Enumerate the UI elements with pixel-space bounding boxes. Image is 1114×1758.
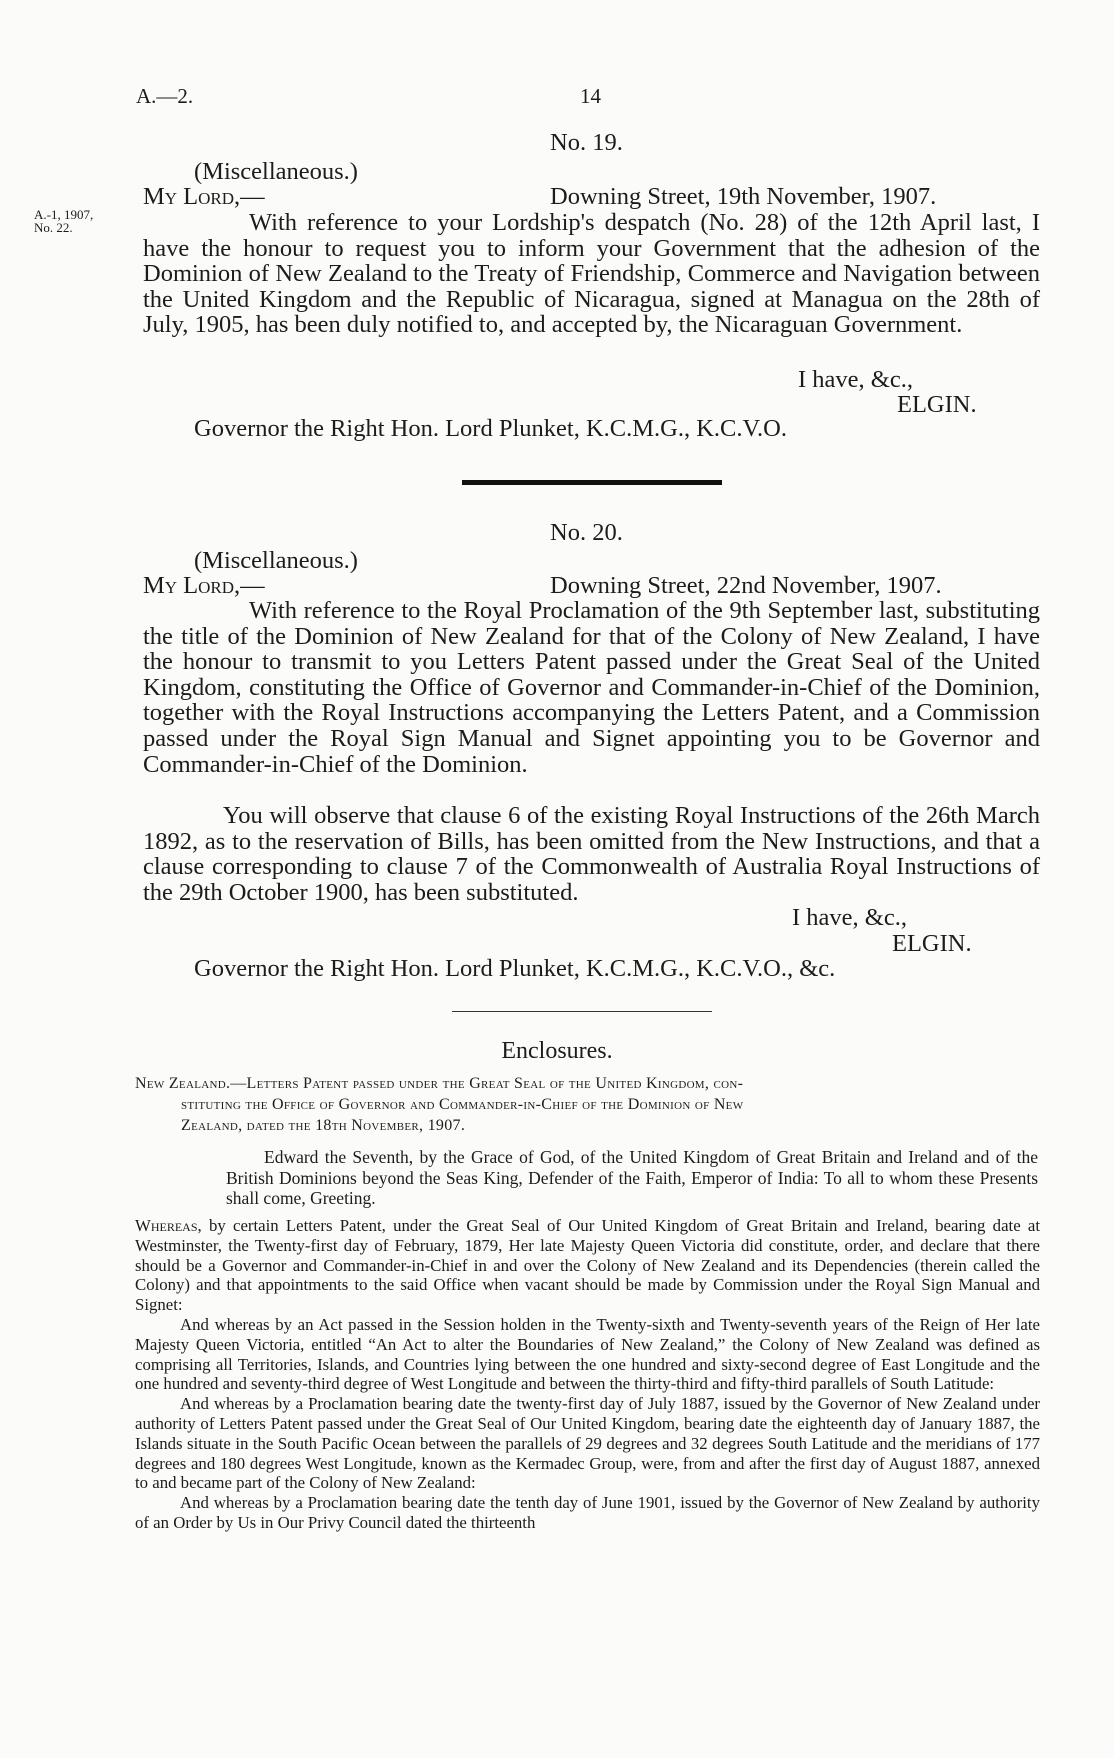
despatch-19-closing: I have, &c.,	[798, 366, 913, 393]
page-number: 14	[580, 84, 601, 108]
letters-patent-body	[135, 1216, 1040, 1533]
despatch-20-place-date: Downing Street, 22nd November, 1907.	[550, 572, 942, 599]
enclosures-title: Enclosures.	[501, 1038, 613, 1064]
despatch-20-paragraph-2: You will observe that clause 6 of the existing Royal Instructions of the 26th March 1892, as to the reservation of Bills, has been omitted from the New Instructions, and that a clause corresponding to clause 7 of the Commonwealth of Australia Royal Instructions of the 29th October 1900, has been substituted.	[143, 802, 1040, 906]
despatch-20-paragraph-1: With reference to the Royal Proclamation of the 9th September last, substituting the title of the Dominion of New Zealand for that of the Colony of New Zealand, I have the honour to transmit to you Letters Patent passed under the Great Seal of the United Kingdom, constituting the Office of Governor and Commander-in-Chief of the Dominion, together with the Royal Instructions accompanying the Letters Patent, and a Commission passed under the Royal Sign Manual and Signet appointing you to be Governor and Commander-in-Chief of the Dominion.	[143, 597, 1040, 778]
despatch-19-place-date: Downing Street, 19th November, 1907.	[550, 183, 937, 210]
despatch-19-margin-note: A.-1, 1907, No. 22.	[34, 207, 94, 235]
letters-patent-greeting: Edward the Seventh, by the Grace of God, of the United Kingdom of Great Britain and Ireland and of the British Dominions beyond the Seas King, Defender of the Faith, Emperor of India: To all to whom these Presents shall come, Greeting.	[226, 1147, 1038, 1208]
page-reference: A.—2.	[136, 84, 194, 108]
enclosure-heading: New Zealand.—Letters Patent passed under the Great Seal of the United Kingdom, con- stituting the Office of Governor and Commander-in-Chief of the Dominion of New Zealand, dated the 18th November, 1907.	[135, 1075, 744, 1134]
whereas-paragraph-3: And whereas by a Proclamation bearing date the twenty-first day of July 1887, issued by the Governor of New Zealand under authority of Letters Patent passed under the Great Seal of Our United Kingdom, bearing date the eighteenth day of January 1887, the Islands situate in the South Pacific Ocean between the parallels of 29 degrees and 32 degrees South Latitude and the meridians of 177 degrees and 180 degrees West Longitude, known as the Kermadec Group, were, from and after the first day of August 1887, annexed to and became part of the Colony of New Zealand:	[135, 1394, 1040, 1493]
despatch-19-category: (Miscellaneous.)	[194, 158, 358, 185]
whereas-paragraph-2: And whereas by an Act passed in the Session holden in the Twenty-sixth and Twenty-seventh years of the Reign of Her late Majesty Queen Victoria, entitled “An Act to alter the Boundaries of New Zealand,” the Colony of New Zealand was defined as comprising all Territories, Islands, and Countries lying between the one hundred and sixty-second degree of East Longitude and the one hundred and seventy-third degree of West Longitude and between the thirty-third and fifty-third parallels of South Latitude:	[135, 1314, 1040, 1394]
despatch-20-category: (Miscellaneous.)	[194, 547, 358, 574]
despatch-19-signature: ELGIN.	[897, 391, 977, 418]
despatch-20-signature: ELGIN.	[892, 930, 972, 957]
section-divider-thin	[452, 1011, 712, 1012]
despatch-19-number: No. 19.	[550, 129, 623, 156]
despatch-20-salutation: My Lord,—	[143, 572, 265, 599]
despatch-19-salutation: My Lord,—	[143, 183, 265, 210]
whereas-paragraph-1: Whereas, by certain Letters Patent, under the Great Seal of Our United Kingdom of Great Britain and Ireland, bearing date at Westminster, the Twenty-first day of February, 1879, Her late Majesty Queen Victoria did constitute, order, and declare that there should be a Governor and Commander-in-Chief in and over the Colony of New Zealand and its Dependencies (therein called the Colony) and that appointments to the said Office when vacant should be made by Commission under the Royal Sign Manual and Signet:	[135, 1216, 1040, 1315]
despatch-19-addressee: Governor the Right Hon. Lord Plunket, K.C.M.G., K.C.V.O.	[194, 415, 787, 442]
despatch-20-number: No. 20.	[550, 519, 623, 546]
section-divider-heavy	[462, 480, 722, 485]
despatch-20-closing: I have, &c.,	[792, 904, 907, 931]
despatch-19-body: With reference to your Lordship's despatch (No. 28) of the 12th April last, I have the honour to request you to inform your Government that the adhesion of the Dominion of New Zealand to the Treaty of Friendship, Commerce and Navigation between the United Kingdom and the Republic of Nicaragua, signed at Managua on the 28th of July, 1905, has been duly notified to, and accepted by, the Nicaraguan Government.	[143, 209, 1040, 339]
despatch-20-addressee: Governor the Right Hon. Lord Plunket, K.C.M.G., K.C.V.O., &c.	[194, 955, 836, 982]
whereas-paragraph-4: And whereas by a Proclamation bearing date the tenth day of June 1901, issued by the Governor of New Zealand by authority of an Order by Us in Our Privy Council dated the thirteenth	[135, 1493, 1040, 1532]
